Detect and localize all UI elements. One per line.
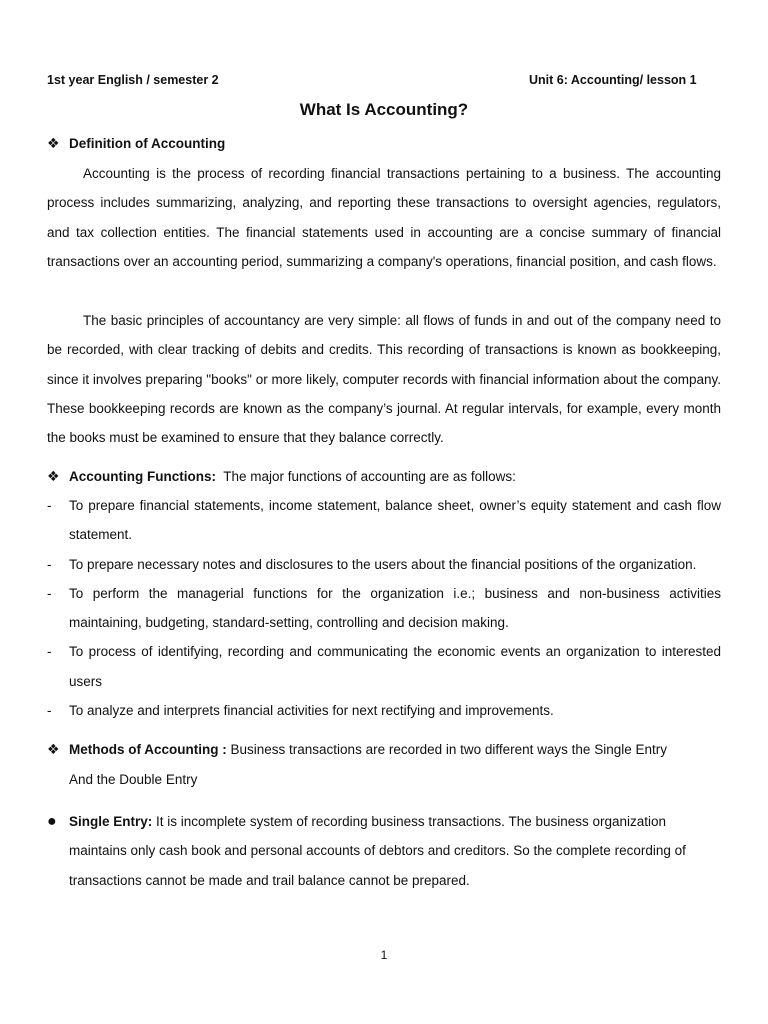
- diamond-bullet-icon: ❖: [47, 135, 60, 151]
- list-item-text: To analyze and interprets financial activities for next rectifying and improvements.: [69, 703, 554, 719]
- list-item: [47, 696, 721, 725]
- definition-heading-row: [47, 129, 225, 158]
- document-page: [47, 0, 721, 1024]
- single-entry-heading: Single Entry:: [69, 814, 153, 829]
- diamond-bullet-icon: ❖: [47, 468, 60, 484]
- methods-text-line2: And the Double Entry: [69, 772, 198, 787]
- list-item: [47, 579, 721, 638]
- list-item-text: To process of identifying, recording and communicating the economic events an organization to interested users: [69, 644, 721, 689]
- definition-heading: Definition of Accounting: [69, 136, 226, 151]
- list-item-text: To perform the managerial functions for the organization i.e.; business and non-business activities maintaining, budgeting, standard-setting, controlling and decision making.: [69, 585, 721, 631]
- list-item: [47, 491, 721, 550]
- dash-marker: -: [47, 585, 52, 601]
- definition-paragraph-1: Accounting is the process of recording financial transactions pertaining to a business. The accounting process includes summarizing, analyzing, and reporting these transactions to oversight agencies, regulators, and tax collection entities. The financial statements used in accounting are a concise summary of financial transactions over an accounting period, summarizing a company's operations, financial position, and cash flows.: [47, 166, 721, 269]
- dash-marker: -: [47, 556, 52, 572]
- page-number: 1: [380, 948, 388, 962]
- dash-marker: -: [47, 644, 52, 660]
- list-item-text: To prepare necessary notes and disclosures to the users about the financial positions of the organization.: [69, 556, 697, 572]
- functions-heading: Accounting Functions:: [69, 469, 216, 484]
- functions-heading-row: [47, 462, 516, 491]
- single-entry-item: [47, 807, 721, 895]
- page-title: What Is Accounting?: [299, 100, 469, 119]
- list-item-text: To prepare financial statements, income statement, balance sheet, owner’s equity statement and cash flow statement.: [69, 498, 721, 543]
- header-course: 1st year English / semester 2: [47, 73, 219, 87]
- list-item: [47, 550, 721, 579]
- header-unit: Unit 6: Accounting/ lesson 1: [529, 73, 697, 87]
- dash-marker: -: [47, 703, 52, 719]
- methods-heading-row: [47, 735, 721, 764]
- single-entry-text: It is incomplete system of recording business transactions. The business organization maintains only cash book and personal accounts of debtors and creditors. So the complete recording of transactions cannot be made and trail balance cannot be prepared.: [69, 814, 686, 888]
- functions-list: [47, 491, 721, 725]
- diamond-bullet-icon: ❖: [47, 741, 60, 757]
- definition-paragraph-2: The basic principles of accountancy are very simple: all flows of funds in and out of the company need to be recorded, with clear tracking of debits and credits. This recording of transactions is known as bookkeeping, since it involves preparing "books" or more likely, computer records with financial information about the company. These bookkeeping records are known as the company’s journal. At regular intervals, for example, every month the books must be examined to ensure that they balance correctly.: [47, 313, 721, 446]
- methods-text-line1: Business transactions are recorded in two different ways the Single Entry: [230, 742, 667, 757]
- list-item: [47, 637, 721, 696]
- functions-intro: The major functions of accounting are as follows:: [223, 469, 516, 484]
- bullet-dot-icon: ●: [47, 813, 57, 830]
- methods-heading: Methods of Accounting :: [69, 742, 227, 757]
- dash-marker: -: [47, 498, 52, 513]
